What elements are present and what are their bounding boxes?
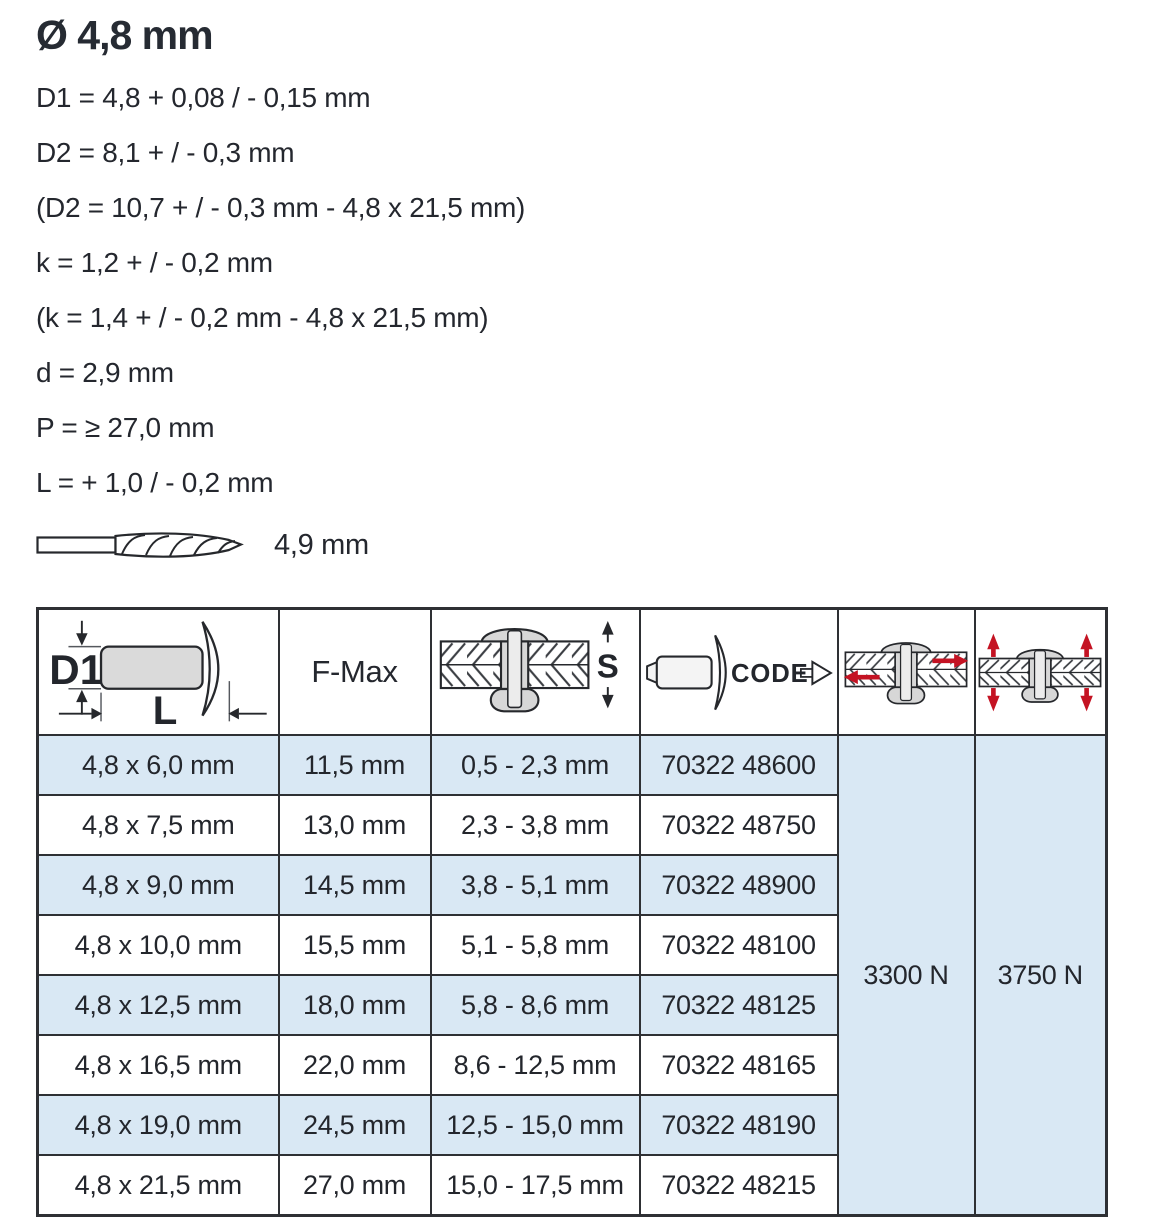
f-max-label: F-Max (311, 654, 398, 690)
spec-line-d2-alt: (D2 = 10,7 + / - 0,3 mm - 4,8 x 21,5 mm) (36, 192, 526, 224)
f-max-cell: 24,5 mm (279, 1095, 431, 1155)
tensile-force-icon (976, 629, 1104, 716)
spec-line-k: k = 1,2 + / - 0,2 mm (36, 247, 273, 279)
rivet-size-cell: 4,8 x 12,5 mm (38, 975, 279, 1035)
header-tensile-strength (975, 609, 1107, 736)
rivet-spec-table (36, 607, 1108, 1217)
code-cell: 70322 48190 (640, 1095, 838, 1155)
dimension-d1-label: D1 (49, 645, 104, 693)
f-max-cell: 27,0 mm (279, 1155, 431, 1216)
header-code (640, 609, 838, 736)
rivet-size-cell: 4,8 x 19,0 mm (38, 1095, 279, 1155)
code-label: CODE (730, 659, 809, 688)
spec-line-l: L = + 1,0 / - 0,2 mm (36, 467, 274, 499)
table-header-row (38, 609, 1107, 736)
grip-range-cell: 3,8 - 5,1 mm (431, 855, 640, 915)
rivet-size-cell: 4,8 x 10,0 mm (38, 915, 279, 975)
shear-force-icon (842, 629, 970, 716)
rivet-size-cell: 4,8 x 6,0 mm (38, 735, 279, 795)
grip-range-icon (435, 618, 635, 727)
spec-line-p: P = ≥ 27,0 mm (36, 412, 215, 444)
drill-bit-icon (36, 527, 248, 563)
header-shear-strength (838, 609, 975, 736)
grip-range-cell: 8,6 - 12,5 mm (431, 1035, 640, 1095)
f-max-cell: 18,0 mm (279, 975, 431, 1035)
spec-line-k-alt: (k = 1,4 + / - 0,2 mm - 4,8 x 21,5 mm) (36, 302, 489, 334)
grip-range-cell: 5,8 - 8,6 mm (431, 975, 640, 1035)
grip-range-cell: 5,1 - 5,8 mm (431, 915, 640, 975)
spec-line-d: d = 2,9 mm (36, 357, 174, 389)
grip-range-cell: 0,5 - 2,3 mm (431, 735, 640, 795)
header-f-max (279, 609, 431, 736)
header-grip-range (431, 609, 640, 736)
f-max-cell: 14,5 mm (279, 855, 431, 915)
spec-list (36, 83, 1136, 498)
rivet-size-cell: 4,8 x 16,5 mm (38, 1035, 279, 1095)
f-max-cell: 22,0 mm (279, 1035, 431, 1095)
f-max-cell: 11,5 mm (279, 735, 431, 795)
rivet-size-cell: 4,8 x 21,5 mm (38, 1155, 279, 1216)
rivet-size-cell: 4,8 x 9,0 mm (38, 855, 279, 915)
code-cell: 70322 48125 (640, 975, 838, 1035)
f-max-cell: 13,0 mm (279, 795, 431, 855)
table-row (38, 735, 1107, 795)
rivet-code-icon (645, 623, 833, 722)
header-rivet-dimensions (38, 609, 279, 736)
shear-strength-value: 3300 N (838, 735, 975, 1216)
rivet-dimension-icon (45, 616, 271, 729)
f-max-cell: 15,5 mm (279, 915, 431, 975)
grip-range-cell: 15,0 - 17,5 mm (431, 1155, 640, 1216)
grip-s-label: S (596, 646, 619, 684)
dimension-l-label: L (152, 687, 178, 729)
rivet-size-cell: 4,8 x 7,5 mm (38, 795, 279, 855)
spec-line-d1: D1 = 4,8 + 0,08 / - 0,15 mm (36, 82, 371, 114)
code-cell: 70322 48900 (640, 855, 838, 915)
code-cell: 70322 48750 (640, 795, 838, 855)
tensile-strength-value: 3750 N (975, 735, 1107, 1216)
code-cell: 70322 48215 (640, 1155, 838, 1216)
drill-size-row (36, 523, 1136, 567)
code-cell: 70322 48165 (640, 1035, 838, 1095)
page-title: Ø 4,8 mm (36, 12, 213, 58)
code-cell: 70322 48600 (640, 735, 838, 795)
spec-line-d2: D2 = 8,1 + / - 0,3 mm (36, 137, 295, 169)
grip-range-cell: 2,3 - 3,8 mm (431, 795, 640, 855)
code-cell: 70322 48100 (640, 915, 838, 975)
drill-diameter-label: 4,9 mm (274, 528, 369, 561)
grip-range-cell: 12,5 - 15,0 mm (431, 1095, 640, 1155)
